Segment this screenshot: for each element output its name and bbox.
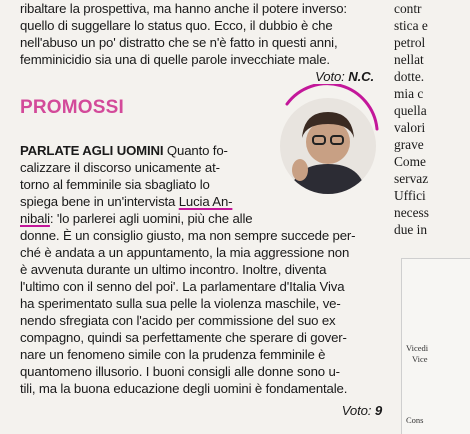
body-line: è avvenuta durante un ultimo incontro. Inoltre, diventa bbox=[20, 262, 327, 277]
side-line: contr bbox=[394, 1, 422, 16]
box-line: Vicedi bbox=[406, 343, 429, 353]
wrap-line bbox=[20, 210, 252, 227]
vote-label: Voto: bbox=[341, 403, 375, 418]
body-line: nare un fenomeno simile con la prudenza femminile è bbox=[20, 347, 326, 362]
wrap-text: spiega bene in un'intervista bbox=[20, 194, 179, 209]
side-line: stica e bbox=[394, 18, 428, 33]
box-footer: Cons bbox=[406, 415, 424, 425]
side-line: servaz bbox=[394, 171, 429, 186]
name-highlight: nibali bbox=[20, 211, 50, 226]
intro-line: femminicidio sia una di quelle parole invecchiate male. bbox=[20, 52, 330, 67]
side-line: nellat bbox=[394, 52, 424, 67]
body-line: compagno, quindi sa perfettamente che sperare di gover- bbox=[20, 330, 347, 345]
intro-line: nell'abuso un po' distratto che se n'è fatto in questi anni, bbox=[20, 35, 338, 50]
side-line: necess bbox=[394, 205, 429, 220]
side-line: grave bbox=[394, 137, 424, 152]
wrap-text: : 'lo parlerei agli uomini, più che alle bbox=[49, 211, 253, 226]
portrait-icon bbox=[280, 98, 376, 194]
side-line: Uffici bbox=[394, 188, 426, 203]
intro-line: quello di suggellare lo status quo. Ecco, il dubbio è che bbox=[20, 18, 333, 33]
wrap-line: torno al femminile sia sbagliato lo bbox=[20, 177, 210, 192]
side-line: mia c bbox=[394, 86, 424, 101]
body-line: quantomeno illusorio. I buoni consigli alle donne sono u- bbox=[20, 364, 340, 379]
portrait-photo bbox=[280, 98, 376, 194]
body-line: ha sperimentato sulla sua pelle la violenza maschile, ve- bbox=[20, 296, 341, 311]
lead-heading: PARLATE AGLI UOMINI bbox=[20, 143, 164, 158]
side-line: valori bbox=[394, 120, 426, 135]
vote-value: N.C. bbox=[348, 69, 374, 84]
wrap-text: Quanto fo- bbox=[163, 143, 228, 158]
lead-line bbox=[20, 142, 228, 159]
name-highlight: Lucia An- bbox=[178, 194, 233, 209]
wrap-line bbox=[20, 193, 232, 210]
box-line: Vice bbox=[412, 354, 428, 364]
side-line: dotte. bbox=[394, 69, 425, 84]
body-line: nendo sfregiata con l'acido per commissione del suo ex bbox=[20, 313, 336, 328]
wrap-line: calizzare il discorso unicamente at- bbox=[20, 160, 220, 175]
section-title: PROMOSSI bbox=[20, 97, 125, 118]
vote-value: 9 bbox=[374, 403, 382, 418]
side-box bbox=[401, 258, 470, 434]
side-line: Come bbox=[394, 154, 426, 169]
intro-line: ribaltare la prospettiva, ma hanno anche il potere inverso: bbox=[20, 1, 347, 16]
side-line: due in bbox=[394, 222, 428, 237]
vote-line-2 bbox=[342, 402, 382, 419]
body-line: l'ultimo con il senno del poi'. La parlamentare d'Italia Viva bbox=[20, 279, 345, 294]
vote-line-1 bbox=[315, 68, 374, 85]
side-line: quella bbox=[394, 103, 427, 118]
body-line: donne. È un consiglio giusto, ma non sempre succede per- bbox=[20, 228, 356, 243]
vote-label: Voto: bbox=[315, 69, 349, 84]
side-line: petrol bbox=[394, 35, 426, 50]
body-line: ché è andata a un appuntamento, la mia aggressione non bbox=[20, 245, 350, 260]
body-line: tili, ma la buona educazione degli uomini è fondamentale. bbox=[20, 381, 348, 396]
